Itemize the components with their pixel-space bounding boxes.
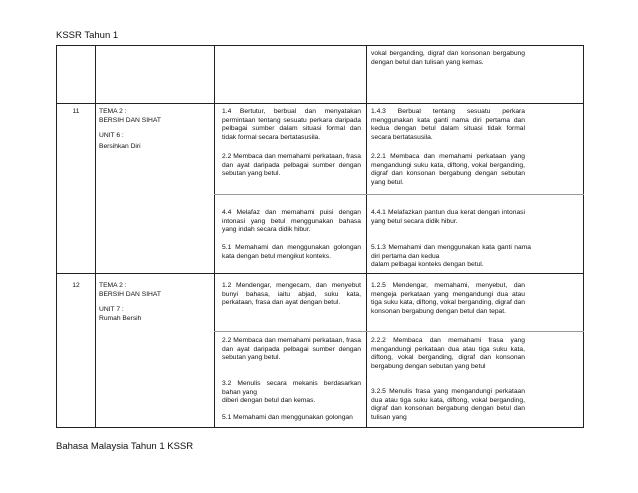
theme-name: BERSIH DAN SIHAT: [99, 290, 161, 298]
cell-separator: [214, 194, 366, 195]
content-standard-2-2: 2.2 Membaca dan memahami perkataan, frasa dan ayat daripada pelbagai sumber dengan sebutan yang betul.: [222, 337, 361, 362]
content-standard-1-2: 1.2 Mendengar, mengecam, dan menyebut bunyi bahasa, iaitu abjad, suku kata, perkataan, frasa dan ayat dengan betul.: [222, 282, 361, 307]
row-number: 11: [72, 108, 80, 115]
row-divider: [57, 273, 583, 274]
content-standard-1-4: 1.4 Bertutur, berbual dan menyatakan permintaan tentang sesuatu perkara daripada pelbagai sumber dalam situasi formal dan tidak formal secara bertatasusila.: [222, 108, 361, 141]
theme-label: TEMA 2 :: [99, 282, 127, 289]
content-standard-4-4: 4.4 Melafaz dan memahami puisi dengan intonasi yang betul menggunakan bahasa yang indah secara didik hibur.: [222, 209, 361, 234]
unit-label: UNIT 6 :: [99, 132, 124, 140]
content-standard-2-2: 2.2 Membaca dan memahami perkataan, frasa dan ayat daripada pelbagai sumber dengan sebutan yang betul.: [222, 153, 361, 178]
cell-separator: [366, 331, 584, 332]
theme-label: TEMA 2 :: [99, 108, 127, 115]
learning-standard-4-4-1: 4.4.1 Melafazkan pantun dua kerat dengan intonasi yang betul secara didik hibur.: [371, 209, 525, 225]
page-footer: Bahasa Malaysia Tahun 1 KSSR: [56, 441, 194, 452]
learning-standard-2-2-2: 2.2.2 Membaca dan memahami frasa yang mengandungi perkataan dua atau tiga suku kata, diftong, vokal berganding, digraf dan konsonan bergabung dengan sebutan yang betul: [371, 337, 525, 370]
page-header: KSSR Tahun 1: [56, 30, 119, 41]
top-row-learning-standard: vokal berganding, digraf dan konsonan bergabung dengan betul dan tulisan yang kemas.: [371, 50, 525, 66]
cell-separator: [214, 331, 366, 332]
row-number: 12: [72, 282, 80, 289]
content-standard-3-2: 3.2 Menulis secara mekanis berdasarkan bahan yang diberi dengan betul dan kemas.: [222, 380, 361, 405]
unit-label: UNIT 7 :: [99, 306, 124, 314]
learning-standard-1-2-5: 1.2.5 Mendengar, memahami, menyebut, dan mengeja perkataan yang mengandungi dua atau tiga suku kata, diftong, vokal berganding, digraf dan konsonan bergabung dengan betul dan tepat.: [371, 282, 525, 315]
content-standard-5-1: 5.1 Memahami dan menggunakan golongan kata dengan betul mengikut konteks.: [222, 244, 361, 260]
row-divider: [57, 103, 583, 104]
theme-unit-cell: [99, 108, 209, 151]
learning-standard-1-4-3: 1.4.3 Berbual tentang sesuatu perkara menggunakan kata ganti nama diri pertama dan kedua dengan betul dalam situasi tidak formal secara bertatasusila.: [371, 108, 525, 141]
spacer: [99, 125, 209, 132]
learning-standard-5-1-3: 5.1.3 Memahami dan menggunakan kata ganti nama diri pertama dan kedua dalam pelbagai konteks dengan betul.: [371, 244, 531, 269]
theme-name: BERSIH DAN SIHAT: [99, 116, 161, 124]
curriculum-table: [56, 45, 584, 428]
cell-separator: [366, 194, 584, 195]
learning-standard-2-2-1: 2.2.1 Membaca dan memahami perkataan yang mengandungi suku kata, diftong, vokal berganding, digraf dan konsonan bergabung dengan sebutan yang betul.: [371, 153, 525, 186]
theme-unit-cell: [99, 282, 209, 323]
spacer: [99, 299, 209, 306]
learning-standard-3-2-5: 3.2.5 Menulis frasa yang mengandungi perkataan dua atau tiga suku kata, diftong, vokal berganding, digraf dan konsonan bergabung dengan betul dan tulisan yang: [371, 388, 525, 421]
unit-name: Bersihkan Diri: [99, 142, 141, 150]
unit-name: Rumah Bersih: [99, 314, 142, 322]
content-standard-5-1: 5.1 Memahami dan menggunakan golongan: [222, 414, 353, 421]
